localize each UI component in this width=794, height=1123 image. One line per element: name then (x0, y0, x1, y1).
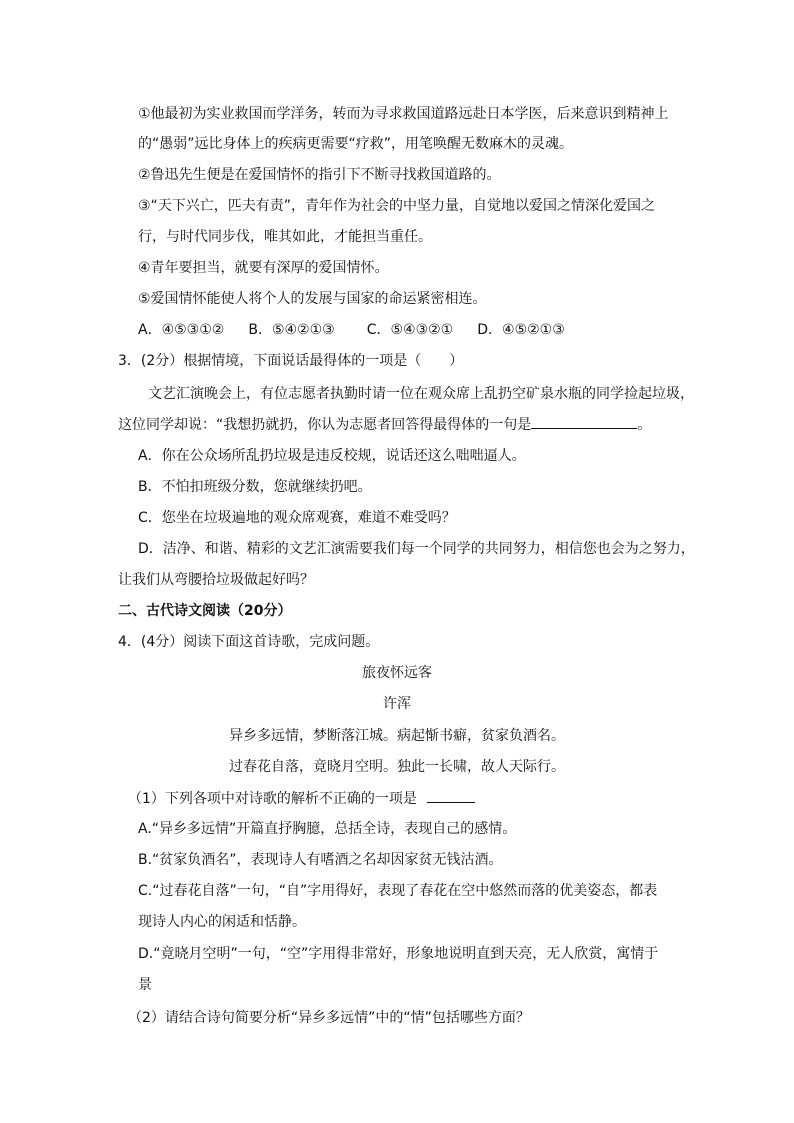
q3-option-d-line-2: 让我们从弯腰拾垃圾做起好吗？ (118, 572, 314, 588)
q4-sub2: （2）请结合诗句简要分析“异乡多远情”中的“情”包括哪些方面？ (128, 1010, 530, 1026)
q3-context-text: 这位同学却说：“我想扔就扔，你认为志愿者回答得最得体的一句是 (118, 417, 532, 433)
q2-sentence-1-line-1: ①他最初为实业救国而学洋务，转而为寻求救国道路远赴日本学医，后来意识到精神上 (138, 106, 669, 122)
q4-sub1-text: （1）下列各项中对诗歌的解析不正确的一项是 (128, 791, 417, 807)
q2-option-d[interactable]: D．④⑤②①③ (477, 322, 565, 338)
q2-sentence-3-line-1: ③“天下兴亡，匹夫有责”，青年作为社会的中坚力量，自觉地以爱国之情深化爱国之 (138, 198, 656, 214)
q4-sub1-answer-blank[interactable] (427, 788, 475, 803)
q3-option-b[interactable]: B．不怕扣班级分数，您就继续扔吧。 (138, 479, 372, 495)
q4-option-d-line-2: 景 (138, 977, 152, 993)
poem-line-1: 异乡多远情，梦断落江城。病起惭书癖，贫家负酒名。 (229, 728, 565, 744)
q3-context-line-1: 文艺汇演晚会上，有位志愿者执勤时请一位在观众席上乱扔空矿泉水瓶的同学捡起垃圾， (148, 386, 694, 402)
section-2-heading: 二、古代诗文阅读（20分） (118, 603, 292, 619)
q3-context-end: 。 (637, 417, 652, 433)
q2-option-c[interactable]: C．⑤④③②① (366, 322, 454, 338)
poem-author: 许浑 (383, 696, 411, 712)
poem-line-2: 过春花自落，竟晓月空明。独此一长啸，故人天际行。 (229, 759, 565, 775)
q4-option-c-line-2: 现诗人内心的闲适和恬静。 (138, 914, 306, 930)
q2-options (138, 320, 565, 340)
q4-option-c-line-1[interactable]: C.“过春花自落”一句，“自”字用得好，表现了春花在空中悠然而落的优美姿态，都表 (138, 883, 658, 899)
q2-option-a[interactable]: A．④⑤③①② (138, 322, 225, 338)
q4-option-b[interactable]: B.“贫家负酒名”，表现诗人有嗜酒之名却因家贫无钱沽酒。 (138, 852, 503, 868)
q2-sentence-1-line-2: 的“愚弱”远比身体上的疾病更需要“疗救”，用笔唤醒无数麻木的灵魂。 (138, 136, 574, 152)
q3-option-a[interactable]: A．你在公众场所乱扔垃圾是违反校规，说话还这么咄咄逼人。 (138, 448, 526, 464)
q4-option-d-line-1[interactable]: D.“竟晓月空明”一句，“空”字用得非常好，形象地说明直到天亮，无人欣赏，寓情于 (138, 946, 659, 962)
q3-option-d-line-1[interactable]: D．洁净、和谐、精彩的文艺汇演需要我们每一个同学的共同努力，相信您也会为之努力， (138, 541, 695, 557)
q3-option-c[interactable]: C．您坐在垃圾遍地的观众席观赛，难道不难受吗？ (138, 510, 456, 526)
q3-answer-blank[interactable] (531, 414, 637, 429)
q4-sub1 (128, 788, 475, 809)
q2-sentence-2: ②鲁迅先生便是在爱国情怀的指引下不断寻找救国道路的。 (138, 167, 501, 183)
q4-stem: 4．(4分）阅读下面这首诗歌，完成问题。 (118, 634, 380, 650)
poem-title: 旅夜怀远客 (362, 665, 432, 681)
q3-stem: 3．(2分）根据情境，下面说话最得体的一项是（ ） (118, 353, 464, 369)
q2-sentence-5: ⑤爱国情怀能使人将个人的发展与国家的命运紧密相连。 (138, 291, 487, 307)
q2-sentence-3-line-2: 行，与时代同步伐，唯其如此，才能担当重任。 (138, 229, 432, 245)
q4-option-a[interactable]: A.“异乡多远情”开篇直抒胸臆，总括全诗，表现自己的感情。 (138, 821, 517, 837)
q2-sentence-4: ④青年要担当，就要有深厚的爱国情怀。 (138, 260, 389, 276)
q2-option-b[interactable]: B．⑤④②①③ (248, 322, 335, 338)
q3-context-line-2 (118, 414, 651, 435)
